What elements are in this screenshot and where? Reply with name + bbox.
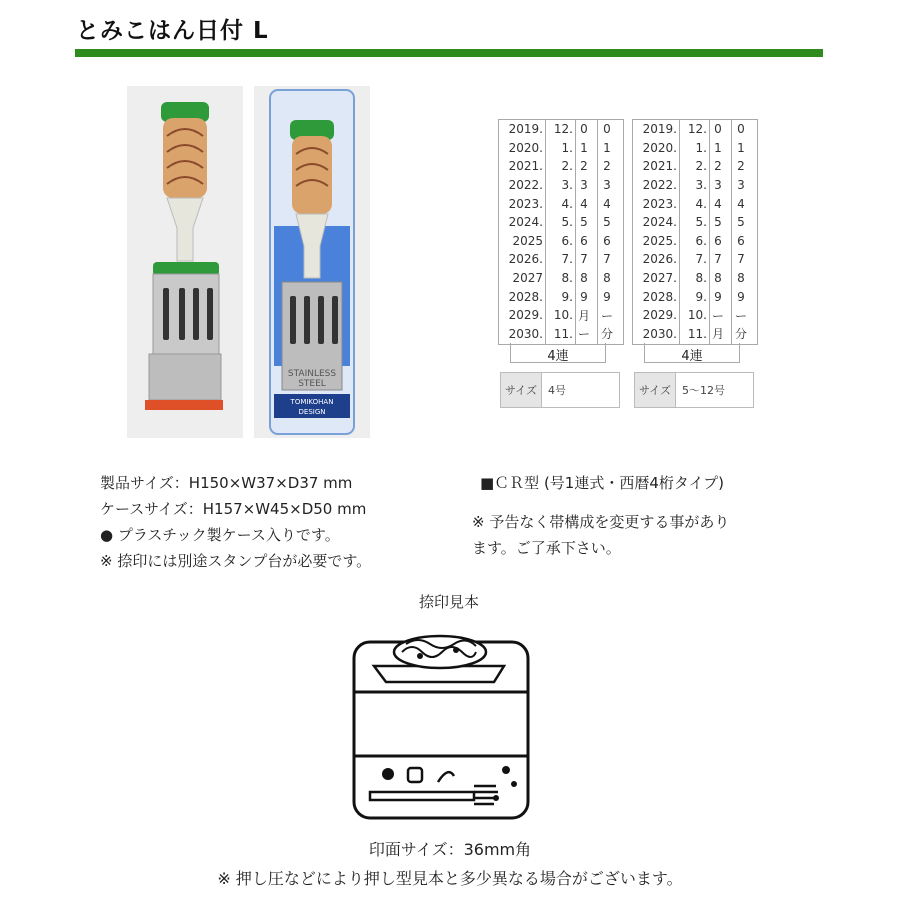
size-label: サイズ bbox=[635, 373, 676, 407]
band-cell: 5 bbox=[714, 215, 722, 230]
band-column-divider bbox=[731, 120, 732, 344]
notice-line-2: ます。ご了承下さい。 bbox=[472, 539, 621, 557]
band-cell: 2025 bbox=[512, 233, 543, 248]
band-cell: ー bbox=[734, 308, 747, 323]
band-cell: ー bbox=[711, 308, 724, 323]
band-cell: 分 bbox=[734, 327, 747, 342]
band-cell: 8 bbox=[737, 271, 745, 286]
band-cell: 6 bbox=[714, 233, 722, 248]
band-row bbox=[633, 120, 757, 139]
band-cell: 5. bbox=[561, 215, 573, 230]
band-cell: 8 bbox=[580, 271, 588, 286]
product-size: 製品サイズ：H150×W37×D37 mm bbox=[100, 474, 353, 492]
band-cell: 2024. bbox=[642, 215, 677, 230]
band-cell: 2027. bbox=[642, 271, 677, 286]
band-cell: 9 bbox=[603, 289, 611, 304]
band-cell: 3 bbox=[580, 178, 588, 193]
band-cell: 0 bbox=[737, 122, 745, 137]
band-cell: 2028. bbox=[508, 289, 543, 304]
band-cell: 1. bbox=[561, 140, 573, 155]
band-cell: 7 bbox=[714, 252, 722, 267]
band-row bbox=[633, 194, 757, 213]
band-cell: 3 bbox=[714, 178, 722, 193]
band-column-divider bbox=[597, 120, 598, 344]
band-column-divider bbox=[575, 120, 576, 344]
band-cell: 2. bbox=[695, 159, 707, 174]
band-cell: 3. bbox=[695, 178, 707, 193]
band-cell: 10. bbox=[553, 308, 573, 323]
band-cell: 4. bbox=[695, 196, 707, 211]
band-cell: ー bbox=[577, 327, 590, 342]
band-row bbox=[499, 250, 623, 269]
band-cell: 2 bbox=[714, 159, 722, 174]
band-cell: 0 bbox=[603, 122, 611, 137]
band-row bbox=[633, 269, 757, 288]
band-cell: 9. bbox=[561, 289, 573, 304]
size-box bbox=[500, 372, 620, 408]
band-cell: 4 bbox=[580, 196, 588, 211]
band-row bbox=[633, 287, 757, 306]
band-cell: 5 bbox=[737, 215, 745, 230]
band-cell: 2029. bbox=[508, 308, 543, 323]
band-cell: 2025. bbox=[642, 233, 677, 248]
band-tag: 4連 bbox=[547, 349, 569, 364]
band-cell: 2028. bbox=[642, 289, 677, 304]
band-cell: 2023. bbox=[642, 196, 677, 211]
band-row bbox=[499, 269, 623, 288]
band-cell: 8 bbox=[603, 271, 611, 286]
band-row bbox=[499, 306, 623, 325]
band-cell: 7. bbox=[695, 252, 707, 267]
band-cell: 8 bbox=[714, 271, 722, 286]
band-cell: 分 bbox=[600, 327, 613, 342]
product-photo-case bbox=[254, 86, 370, 438]
band-row bbox=[499, 287, 623, 306]
case-label-1: STAINLESS bbox=[287, 369, 337, 379]
date-band-table bbox=[498, 119, 624, 345]
band-cell: 1 bbox=[714, 140, 722, 155]
band-cell: ー bbox=[600, 308, 613, 323]
band-row bbox=[499, 325, 623, 344]
band-cell: 4 bbox=[603, 196, 611, 211]
band-cell: 7 bbox=[737, 252, 745, 267]
band-row bbox=[499, 176, 623, 195]
band-tag: 4連 bbox=[681, 349, 703, 364]
brand-label-1: TOMIKOHAN bbox=[290, 398, 334, 406]
band-cell: 2019. bbox=[508, 122, 543, 137]
band-row bbox=[633, 213, 757, 232]
band-cell: 2024. bbox=[508, 215, 543, 230]
sample-heading: 捺印見本 bbox=[418, 593, 479, 611]
band-cell: 6 bbox=[580, 233, 588, 248]
band-cell: 0 bbox=[580, 122, 588, 137]
band-cell: 2021. bbox=[508, 159, 543, 174]
size-label: サイズ bbox=[501, 373, 542, 407]
stamp-pad-note: ※ 捺印には別途スタンプ台が必要です。 bbox=[100, 552, 372, 570]
band-column-divider bbox=[679, 120, 680, 344]
band-cell: 2026. bbox=[642, 252, 677, 267]
band-cell: 1 bbox=[603, 140, 611, 155]
size-value: 5〜12号 bbox=[682, 384, 725, 397]
band-row bbox=[633, 176, 757, 195]
band-cell: 1 bbox=[737, 140, 745, 155]
band-cell: 2 bbox=[580, 159, 588, 174]
product-photo-stamp bbox=[127, 86, 243, 438]
notice-line-1: ※ 予告なく帯構成を変更する事があり bbox=[472, 513, 730, 531]
band-row bbox=[633, 157, 757, 176]
band-row bbox=[499, 157, 623, 176]
band-cell: 1. bbox=[695, 140, 707, 155]
band-row bbox=[499, 194, 623, 213]
band-cell: 6 bbox=[603, 233, 611, 248]
band-cell: 月 bbox=[711, 327, 724, 342]
band-cell: 11. bbox=[553, 326, 573, 341]
band-cell: 2029. bbox=[642, 308, 677, 323]
band-cell: 2020. bbox=[508, 140, 543, 155]
band-cell: 7. bbox=[561, 252, 573, 267]
stamp-face-size: 印面サイズ：36mm角 bbox=[368, 840, 532, 859]
band-cell: 5. bbox=[695, 215, 707, 230]
band-cell: 3 bbox=[737, 178, 745, 193]
band-cell: 3. bbox=[561, 178, 573, 193]
impression-disclaimer: ※ 押し圧などにより押し型見本と多少異なる場合がございます。 bbox=[217, 869, 683, 888]
brand-label-2: DESIGN bbox=[298, 408, 326, 416]
stamp-type: ■ＣＲ型 (号1連式・西暦4桁タイプ) bbox=[480, 474, 724, 492]
band-cell: 7 bbox=[603, 252, 611, 267]
band-row bbox=[499, 139, 623, 158]
band-cell: 9 bbox=[580, 289, 588, 304]
band-cell: 5 bbox=[580, 215, 588, 230]
date-band-table bbox=[632, 119, 758, 345]
band-row bbox=[633, 306, 757, 325]
stamp-illustration bbox=[127, 86, 243, 438]
band-cell: 2. bbox=[561, 159, 573, 174]
band-row bbox=[499, 232, 623, 251]
size-box bbox=[634, 372, 754, 408]
band-cell: 2026. bbox=[508, 252, 543, 267]
band-cell: 5 bbox=[603, 215, 611, 230]
band-cell: 7 bbox=[580, 252, 588, 267]
band-cell: 2022. bbox=[508, 178, 543, 193]
band-row bbox=[633, 250, 757, 269]
band-cell: 2027 bbox=[512, 271, 543, 286]
band-row bbox=[633, 325, 757, 344]
band-cell: 4. bbox=[561, 196, 573, 211]
band-cell: 6 bbox=[737, 233, 745, 248]
band-row bbox=[499, 213, 623, 232]
band-cell: 2021. bbox=[642, 159, 677, 174]
band-tag-bracket bbox=[644, 343, 740, 363]
band-cell: 9. bbox=[695, 289, 707, 304]
band-cell: 4 bbox=[737, 196, 745, 211]
band-cell: 6. bbox=[561, 233, 573, 248]
band-cell: 2030. bbox=[642, 326, 677, 341]
band-tag-bracket bbox=[510, 343, 606, 363]
band-cell: 2020. bbox=[642, 140, 677, 155]
case-size: ケースサイズ：H157×W45×D50 mm bbox=[100, 500, 367, 518]
band-cell: 9 bbox=[714, 289, 722, 304]
band-cell: 2 bbox=[603, 159, 611, 174]
band-cell: 4 bbox=[714, 196, 722, 211]
band-cell: 0 bbox=[714, 122, 722, 137]
case-note: ● プラスチック製ケース入りです。 bbox=[100, 526, 340, 544]
case-illustration bbox=[254, 86, 370, 438]
band-cell: 3 bbox=[603, 178, 611, 193]
stamp-impression-sample bbox=[346, 622, 536, 826]
band-cell: 月 bbox=[577, 308, 590, 323]
band-cell: 2 bbox=[737, 159, 745, 174]
band-cell: 6. bbox=[695, 233, 707, 248]
band-column-divider bbox=[709, 120, 710, 344]
size-value: 4号 bbox=[548, 384, 566, 397]
band-cell: 9 bbox=[737, 289, 745, 304]
band-cell: 8. bbox=[561, 271, 573, 286]
band-cell: 2030. bbox=[508, 326, 543, 341]
band-column-divider bbox=[545, 120, 546, 344]
band-cell: 12. bbox=[687, 122, 707, 137]
band-cell: 2019. bbox=[642, 122, 677, 137]
band-cell: 11. bbox=[687, 326, 707, 341]
band-cell: 12. bbox=[553, 122, 573, 137]
band-row bbox=[633, 232, 757, 251]
case-label-2: STEEL bbox=[298, 379, 326, 389]
band-cell: 1 bbox=[580, 140, 588, 155]
band-cell: 10. bbox=[687, 308, 707, 323]
page-title: とみこはん日付 L bbox=[76, 18, 269, 44]
band-cell: 2022. bbox=[642, 178, 677, 193]
band-row bbox=[499, 120, 623, 139]
title-underline bbox=[75, 49, 823, 57]
impression-illustration bbox=[346, 622, 536, 826]
band-cell: 2023. bbox=[508, 196, 543, 211]
band-cell: 8. bbox=[695, 271, 707, 286]
band-row bbox=[633, 139, 757, 158]
